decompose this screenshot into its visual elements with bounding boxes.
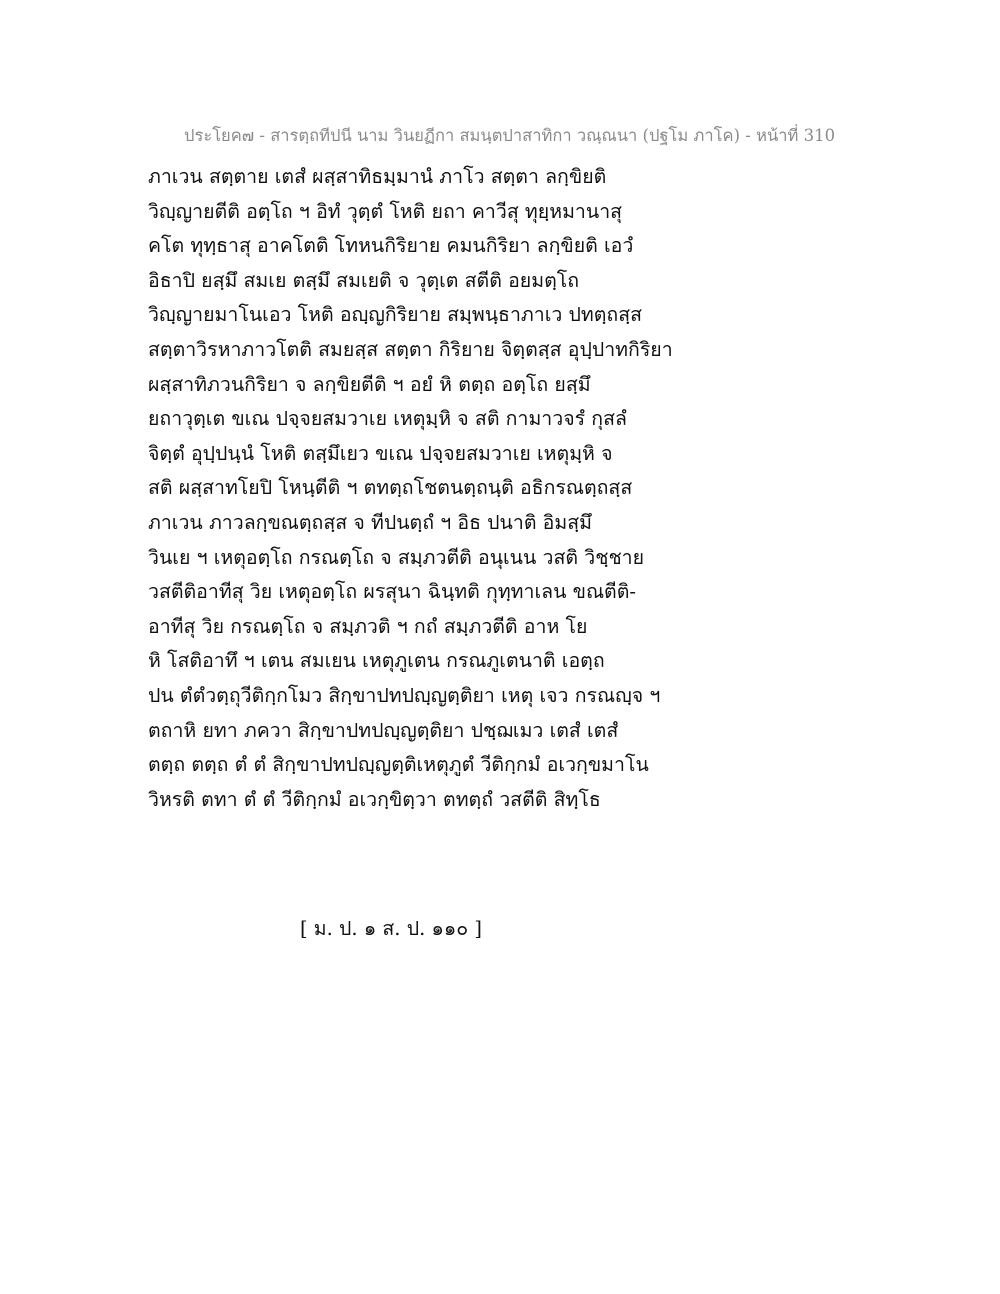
- text-line: วิหรติ ตทา ตํ ตํ วีติกฺกมํ อเวกฺขิตฺวา ตทตฺถํ วสตีติ สิทฺโธ: [148, 787, 601, 811]
- text-line: อาทีสุ วิย กรณตฺโถ จ สมฺภวติ ฯ กถํ สมฺภวตีติ อาห โย: [148, 614, 588, 638]
- text-line: หิ โสติอาทึ ฯ เตน สมเยน เหตุภูเตน กรณภูเตนาติ เอตฺถ: [148, 649, 605, 673]
- text-line: สตฺตาวิรหาภาวโตติ สมยสฺส สตฺตา กิริยาย จิตฺตสฺส อุปฺปาทกิริยา: [148, 337, 673, 361]
- text-line: คโต ทุทฺธาสุ อาคโตติ โทหนกิริยาย คมนกิริยา ลกฺขิยติ เอวํ: [148, 234, 634, 258]
- text-line: สติ ผสฺสาทโยปิ โหนฺตีติ ฯ ตทตฺถโชตนตฺถนฺติ อธิกรณตฺถสฺส: [148, 476, 633, 500]
- text-line: ตตฺถ ตตฺถ ตํ ตํ สิกฺขาปทปญฺญตฺติเหตุภูตํ วีติกฺกมํ อเวกฺขมาโน: [148, 753, 649, 777]
- text-line: ตถาหิ ยทา ภควา สิกฺขาปทปญฺญตฺติยา ปชฺฌเมว เตสํ เตสํ: [148, 718, 619, 742]
- text-line: วินเย ฯ เหตุอตฺโถ กรณตฺโถ จ สมฺภวตีติ อนุเนน วสติ วิชฺชาย: [148, 545, 645, 569]
- text-line: ผสฺสาทิภวนกิริยา จ ลกฺขิยตีติ ฯ อยํ หิ ตตฺถ อตฺโถ ยสฺมึ: [148, 372, 591, 396]
- body-text: [148, 160, 848, 817]
- text-line: วิญฺญายมาโนเอว โหติ อญฺญกิริยาย สมฺพนฺธาภาเว ปทตฺถสฺส: [148, 303, 643, 327]
- text-line: วสตีติอาทีสุ วิย เหตุอตฺโถ ผรสุนา ฉินฺทติ กุทฺทาเลน ขณตีติ-: [148, 580, 636, 604]
- text-line: วิญฺญายตีติ อตฺโถ ฯ อิทํ วุตฺตํ โหติ ยถา คาวีสุ ทุยฺหมานาสุ: [148, 199, 623, 223]
- page-header: ประโยค๗ - สารตฺถทีปนี นาม วินยฏีกา สมนฺตปาสาทิกา วณฺณนา (ปฐโม ภาโค) - หน้าที่ 310: [184, 126, 836, 145]
- text-line: ภาเวน สตฺตาย เตสํ ผสฺสาทิธมฺมานํ ภาโว สตฺตา ลกฺขิยติ: [148, 165, 607, 188]
- text-line: อิธาปิ ยสฺมึ สมเย ตสฺมึ สมเยติ จ วุตฺเต สตีติ อยมตฺโถ: [148, 268, 580, 292]
- reference-note: [ ม. ป. ๑ ส. ป. ๑๑๐ ]: [300, 917, 482, 940]
- text-line: ยถาวุตฺเต ขเณ ปจฺจยสมวาเย เหตุมฺหิ จ สติ กามาวจรํ กุสลํ: [148, 407, 627, 431]
- text-line: ปน ตํตํวตฺถุวีติกฺกโมว สิกฺขาปทปญฺญตฺติยา เหตุ เจว กรณญฺจ ฯ: [148, 683, 661, 707]
- text-line: ภาเวน ภาวลกฺขณตฺถสฺส จ ทีปนตฺถํ ฯ อิธ ปนาติ อิมสฺมึ: [148, 510, 593, 534]
- text-line: จิตฺตํ อุปฺปนฺนํ โหติ ตสฺมึเยว ขเณ ปจฺจยสมวาเย เหตุมฺหิ จ: [148, 441, 613, 465]
